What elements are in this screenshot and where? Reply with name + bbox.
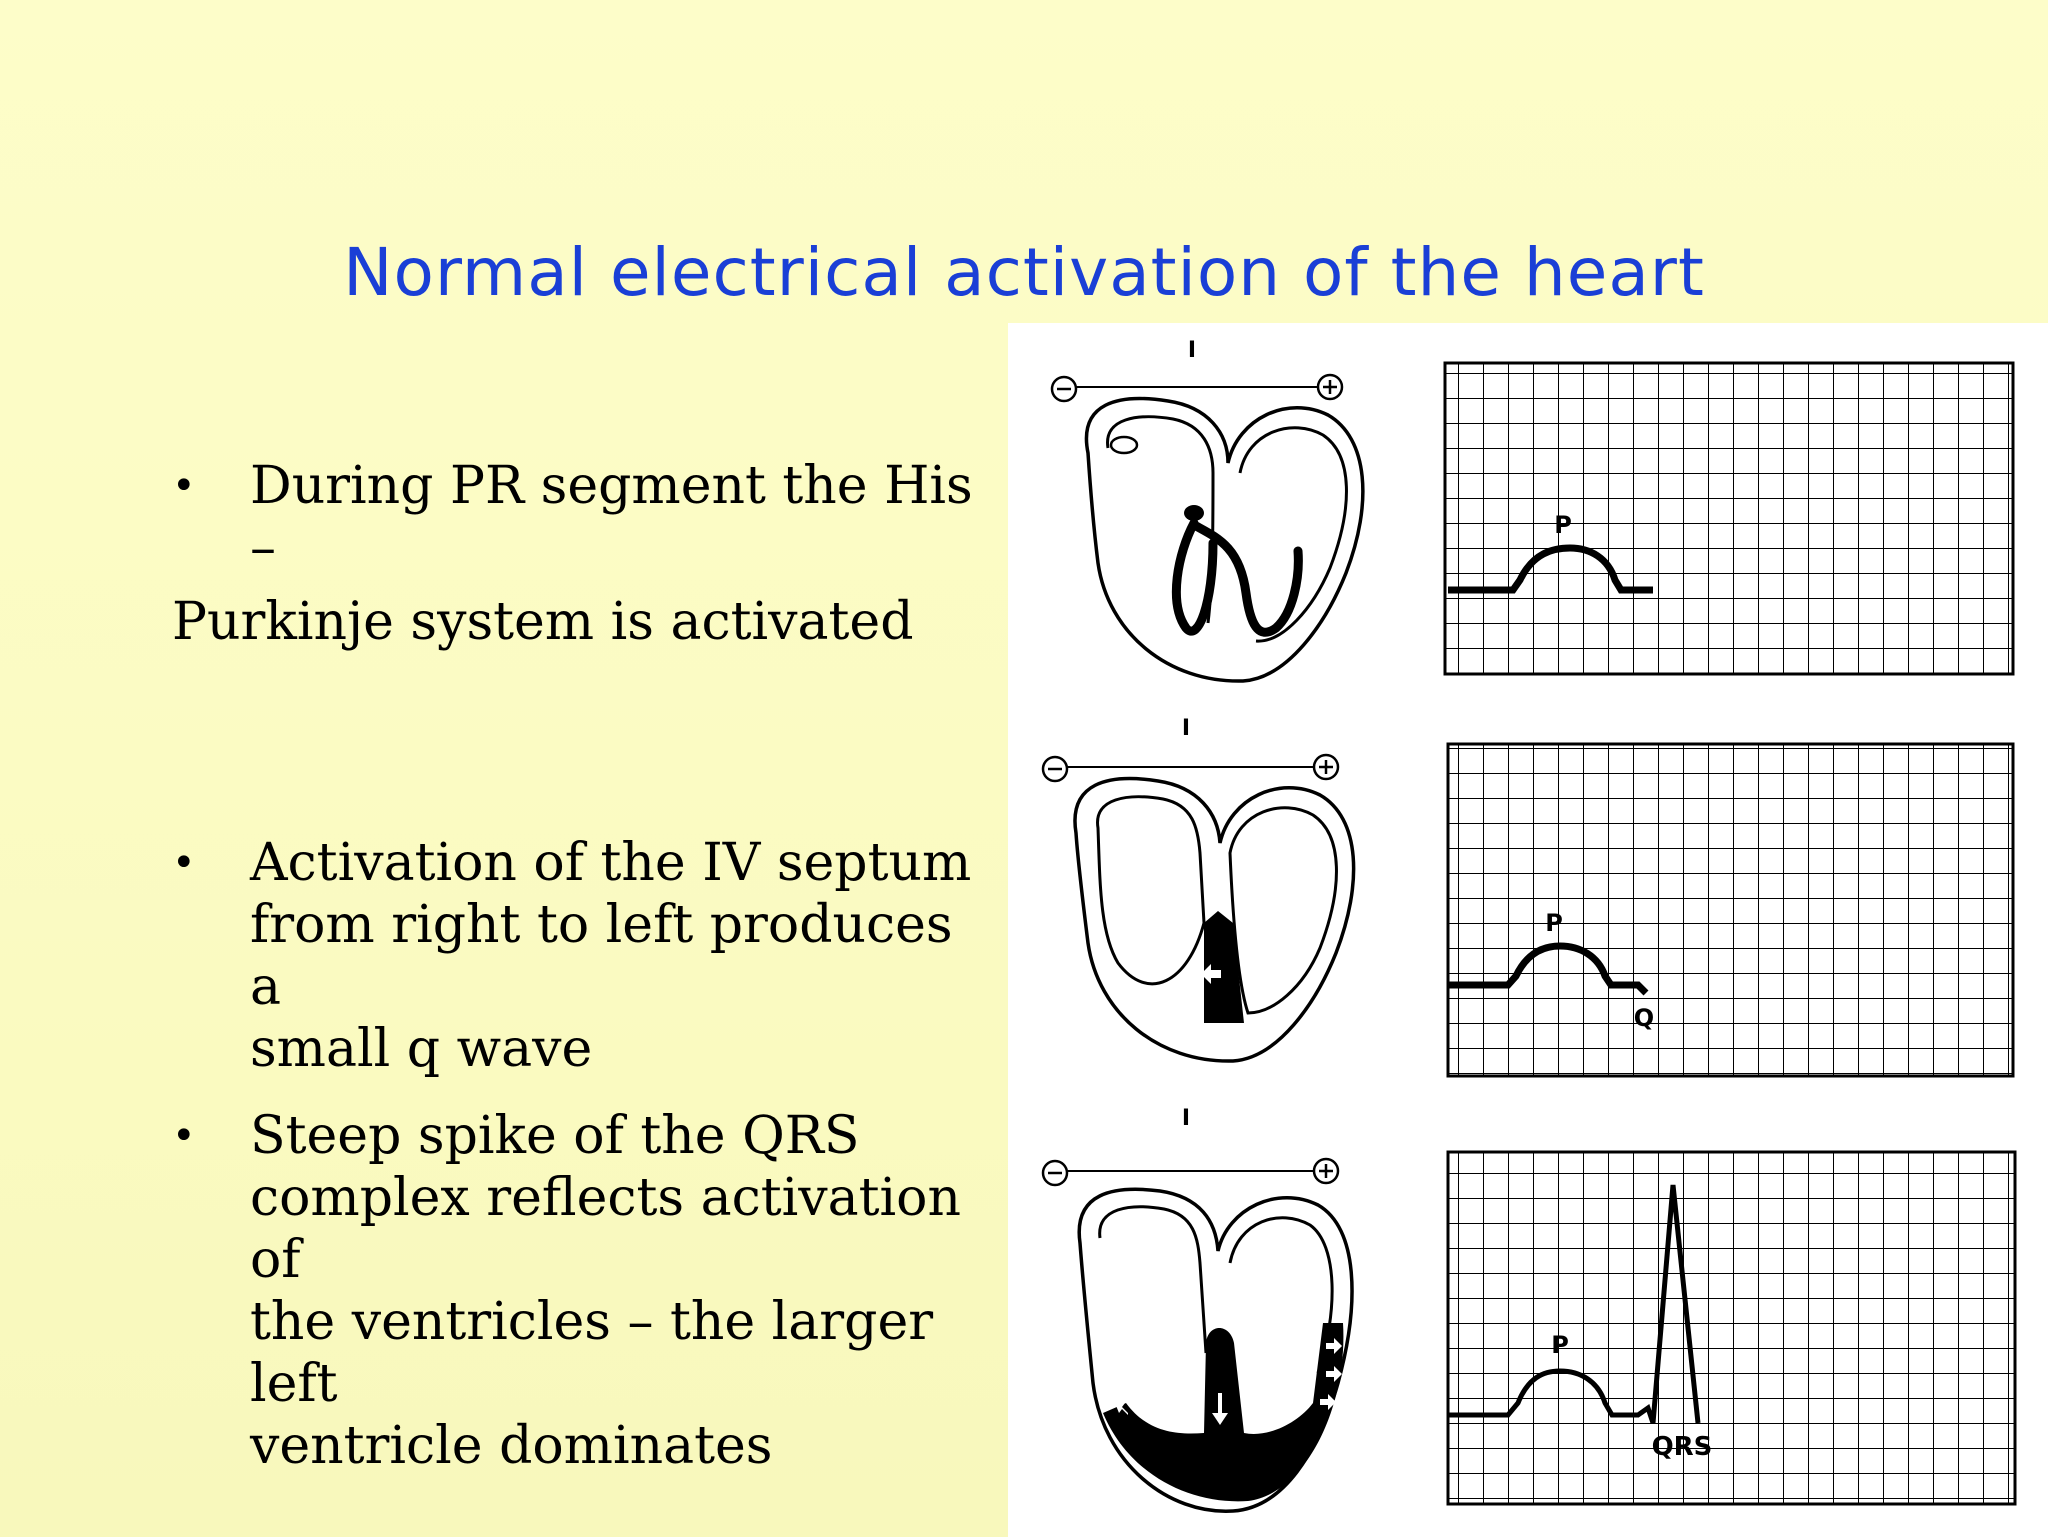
bullet-qrs-complex	[172, 1105, 972, 1477]
bullet-line: ventricle dominates	[250, 1416, 773, 1476]
panel-pr-segment	[1052, 338, 2013, 681]
lead-label: I	[1181, 1106, 1191, 1131]
lead-label: I	[1181, 716, 1191, 741]
heart-diagram	[1079, 1189, 1352, 1511]
bullet-line: Activation of the IV septum	[250, 833, 972, 893]
lead-label: I	[1187, 338, 1197, 363]
bullet-marker: •	[172, 463, 196, 509]
bullet-pr-segment	[172, 455, 992, 653]
figure-svg	[1008, 323, 2048, 1537]
ecg-grid	[1445, 363, 2013, 674]
bullet-line	[172, 455, 992, 579]
wave-label-p: P	[1551, 1331, 1569, 1359]
bullet-marker: •	[172, 1113, 196, 1159]
ecg-grid	[1448, 744, 2013, 1076]
bullet-line: complex reflects activation of	[250, 1168, 961, 1290]
ecg-grid	[1448, 1152, 2015, 1504]
electrode-positive-icon	[1318, 375, 1342, 399]
bullet-marker: •	[172, 840, 196, 886]
bullet-septum-activation	[172, 832, 972, 1080]
bullet-line: the ventricles – the larger left	[250, 1292, 934, 1414]
heart-diagram	[1086, 399, 1362, 682]
heart-diagram	[1075, 779, 1354, 1062]
bullet-line: Purkinje system is activated	[172, 592, 914, 652]
wave-label-p: P	[1545, 909, 1563, 937]
electrode-negative-icon	[1043, 1161, 1067, 1185]
bullet-line: Steep spike of the QRS	[250, 1106, 860, 1166]
electrode-positive-icon	[1314, 755, 1338, 779]
wave-label-q: Q	[1633, 1004, 1655, 1032]
wave-label-qrs: QRS	[1651, 1432, 1713, 1462]
panel-ventricle-activation	[1043, 1106, 2015, 1511]
slide-title: Normal electrical activation of the heart	[343, 234, 1705, 311]
electrode-negative-icon	[1043, 757, 1067, 781]
electrode-positive-icon	[1314, 1159, 1338, 1183]
bullet-line: from right to left produces a	[250, 895, 953, 1017]
bullet-text: During PR segment the His –	[250, 456, 973, 578]
heart-activation-figure	[1008, 323, 2048, 1537]
wave-label-p: P	[1554, 511, 1572, 539]
panel-septum-activation	[1043, 716, 2013, 1076]
electrode-negative-icon	[1052, 377, 1076, 401]
bullet-line: small q wave	[250, 1019, 593, 1079]
